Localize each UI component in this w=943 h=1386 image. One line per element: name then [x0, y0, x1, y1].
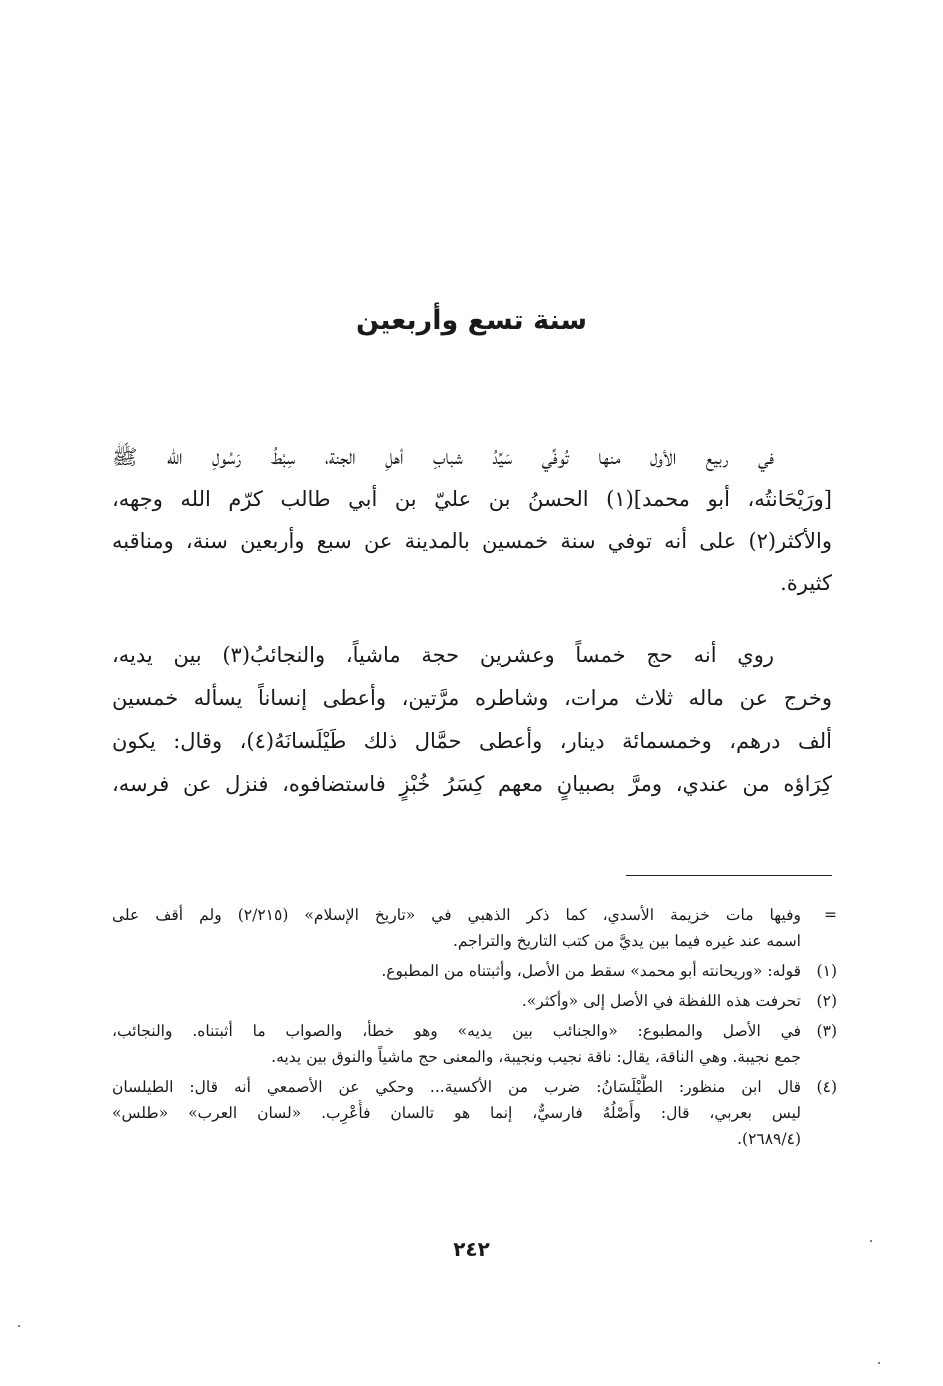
footnote-text: [112, 902, 801, 954]
footnote-line: ليس بعربي، قال: وأَصْلُهُ فارسيٌّ، إنما هو تالسان فأُعْرِب. «لسان العرب» «طلس»: [112, 1104, 801, 1122]
footnote-separator: [626, 875, 832, 876]
footnote-line: تحرفت هذه اللفظة في الأصل إلى «وأكثر».: [521, 992, 801, 1010]
footnotes: [112, 902, 837, 1156]
footnote-line: في الأصل والمطبوع: «والجنائب بين يديه» وهو خطأ، والصواب ما أثبتناه. والنجائب،: [112, 1022, 801, 1040]
footnote-text: [112, 1074, 801, 1152]
footnote-marker: =: [824, 906, 837, 924]
footnote-marker: (١): [816, 962, 837, 980]
footnote-line: (٢٦٨٩/٤).: [737, 1130, 801, 1148]
footnote-text: [112, 1018, 801, 1070]
footnote-line: اسمه عند غيره فيما بين يديَّ من كتب التاريخ والتراجم.: [452, 932, 801, 950]
footnote-3: [112, 1018, 837, 1070]
paragraph-line: روي أنه حج خمساً وعشرين حجة ماشياً، والنجائبُ(٣) بين يديه،: [112, 643, 774, 667]
paragraph-1: [112, 436, 832, 604]
scan-speck: [870, 1240, 872, 1242]
scan-speck: [878, 1362, 880, 1364]
paragraph-2: [112, 634, 832, 806]
paragraph-line: ألف درهم، وخمسمائة دينار، وأعطى حمَّال ذلك طَيْلَسانَهُ(٤)، وقال: يكون: [112, 729, 832, 753]
paragraph-line: وخرج عن ماله ثلاث مرات، وشاطره مرَّتين، وأعطى إنساناً يسأله خمسين: [112, 686, 832, 710]
footnote-marker: (٢): [816, 992, 837, 1010]
page-number: ٢٤٢: [453, 1237, 490, 1261]
chapter-title: سنة تسع وأربعين: [355, 305, 588, 336]
paragraph-line: [ورَيْحَانتُه، أبو محمد](١) الحسنُ بن عليّ بن أبي طالب كرّم الله وجهه،: [112, 487, 832, 511]
footnote-line: جمع نجيبة. وهي الناقة، يقال: ناقة نجيب ونجيبة، والمعنى حج ماشياً والنوق بين يديه.: [271, 1048, 801, 1066]
footnote-4: [112, 1074, 837, 1152]
footnote-line: وفيها مات خزيمة الأسدي، كما ذكر الذهبي في «تاريخ الإسلام» (٢/٢١٥) ولم أقف على: [112, 906, 801, 924]
footnote-line: قوله: «وريحانته أبو محمد» سقط من الأصل، وأثبتناه من المطبوع.: [381, 962, 801, 980]
paragraph-line: والأكثر(٢) على أنه توفي سنة خمسين بالمدينة عن سبع وأربعين سنة، ومناقبه: [112, 529, 832, 553]
footnote-1: [112, 958, 837, 984]
footnote-2: [112, 988, 837, 1014]
footnote-text: [112, 988, 801, 1014]
paragraph-line: في ربيع الأول منها تُوفِّي سَيِّدُ شبابِ أهلِ الجنة، سِبْطُ رَسُولِ الله ﷺ: [112, 445, 774, 469]
paragraph-line: كِرَاؤه من عندي، ومرَّ بصبيانٍ معهم كِسَرُ خُبْزٍ فاستضافوه، فنزل عن فرسه،: [112, 772, 832, 796]
footnote-text: [112, 958, 801, 984]
footnote-continuation: [112, 902, 837, 954]
footnote-marker: (٤): [816, 1078, 837, 1096]
scan-speck: [18, 1325, 20, 1327]
paragraph-line: كثيرة.: [780, 571, 832, 595]
footnote-line: قال ابن منظور: الطَّيْلَسَانُ: ضرب من الأكسية... وحكي عن الأصمعي أنه قال: الطيلسان: [112, 1078, 801, 1096]
footnote-marker: (٣): [816, 1022, 837, 1040]
